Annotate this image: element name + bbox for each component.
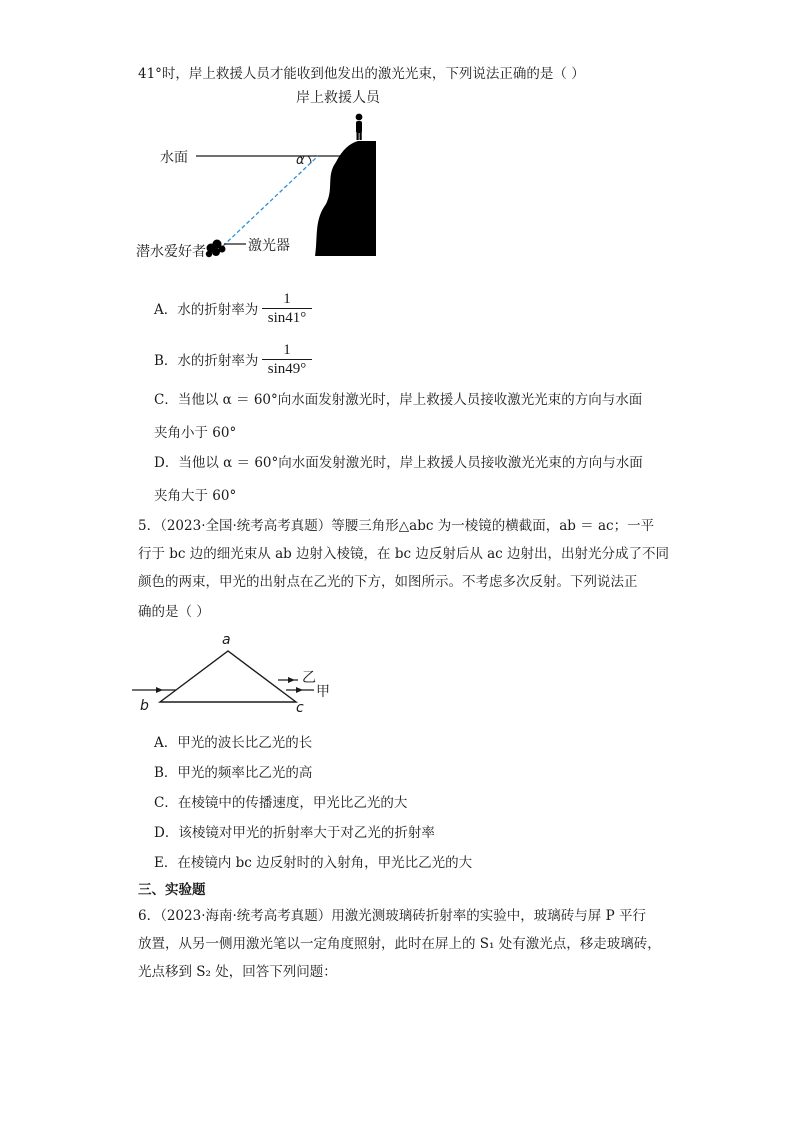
incident-arrow — [156, 687, 163, 693]
q5-prism-figure — [130, 630, 340, 714]
fraction-numerator: 1 — [283, 291, 291, 307]
yi-label: 乙 — [302, 670, 316, 686]
q4-option-a-fraction — [262, 291, 312, 327]
q5-option-c: C．在棱镜中的传播速度，甲光比乙光的大 — [154, 795, 408, 811]
q5-option-a: A．甲光的波长比乙光的长 — [154, 735, 313, 751]
q4-stem-tail: 41°时，岸上救援人员才能收到他发出的激光光束，下列说法正确的是（ ） — [138, 66, 585, 82]
laser-beam — [223, 156, 318, 246]
q5-stem-line3: 颜色的两束，甲光的出射点在乙光的下方，如图所示。不考虑多次反射。下列说法正 — [138, 574, 638, 590]
q5-option-d: D．该棱镜对甲光的折射率大于对乙光的折射率 — [154, 825, 435, 841]
fraction-denominator: sin41° — [267, 310, 307, 326]
q4-figure — [130, 88, 390, 264]
q5-stem-line2: 行于 bc 边的细光束从 ab 边射入棱镜，在 bc 边反射后从 ac 边射出，出射光分成了不同 — [138, 546, 670, 562]
q4-option-c-line1: C．当他以 α ＝ 60°向水面发射激光时，岸上救援人员接收激光光束的方向与水面 — [154, 392, 643, 408]
q4-option-b-fraction — [262, 342, 312, 378]
jia-label: 甲 — [316, 684, 330, 700]
q4-option-d-line2: 夹角大于 60° — [154, 488, 237, 504]
vertex-c-label: c — [296, 700, 304, 714]
ray-yi-arrow — [288, 677, 295, 683]
q4-option-d-line1: D．当他以 α ＝ 60°向水面发射激光时，岸上救援人员接收激光光束的方向与水面 — [154, 455, 643, 471]
prism-triangle — [160, 651, 296, 702]
section-title: 三、实验题 — [138, 882, 206, 898]
q4-option-a: A．水的折射率为 — [154, 302, 259, 318]
q5-option-e: E．在棱镜内 bc 边反射时的入射角，甲光比乙光的大 — [154, 855, 473, 871]
ray-jia-arrow — [296, 687, 303, 693]
fraction-denominator: sin49° — [267, 361, 307, 377]
diver-figure — [206, 240, 226, 258]
alpha-arc — [308, 156, 311, 163]
alpha-label: α — [296, 153, 305, 168]
q5-option-b: B．甲光的频率比乙光的高 — [154, 765, 313, 781]
fraction-numerator: 1 — [283, 342, 291, 358]
q4-option-b: B．水的折射率为 — [154, 353, 259, 369]
vertex-b-label: b — [140, 698, 149, 714]
q5-stem-line4: 确的是（ ） — [138, 604, 210, 620]
water-surface-label: 水面 — [160, 150, 188, 166]
vertex-a-label: a — [222, 632, 231, 648]
laser-label: 激光器 — [248, 238, 290, 254]
cliff — [315, 141, 376, 256]
rescuer-label: 岸上救援人员 — [296, 90, 380, 106]
q4-option-c-line2: 夹角小于 60° — [154, 425, 237, 441]
q6-stem-line3: 光点移到 S₂ 处，回答下列问题： — [138, 964, 337, 980]
diver-label: 潜水爱好者 — [136, 244, 206, 260]
rescuer-figure — [356, 114, 363, 140]
q5-stem-line1: 5．（2023·全国·统考高考真题）等腰三角形△abc 为一棱镜的横截面，ab ＝ ac；一平 — [138, 518, 655, 534]
q6-stem-line1: 6．（2023·海南·统考高考真题）用激光测玻璃砖折射率的实验中，玻璃砖与屏 P 平行 — [138, 908, 646, 924]
q6-stem-line2: 放置，从另一侧用激光笔以一定角度照射，此时在屏上的 S₁ 处有激光点，移走玻璃砖， — [138, 936, 661, 952]
